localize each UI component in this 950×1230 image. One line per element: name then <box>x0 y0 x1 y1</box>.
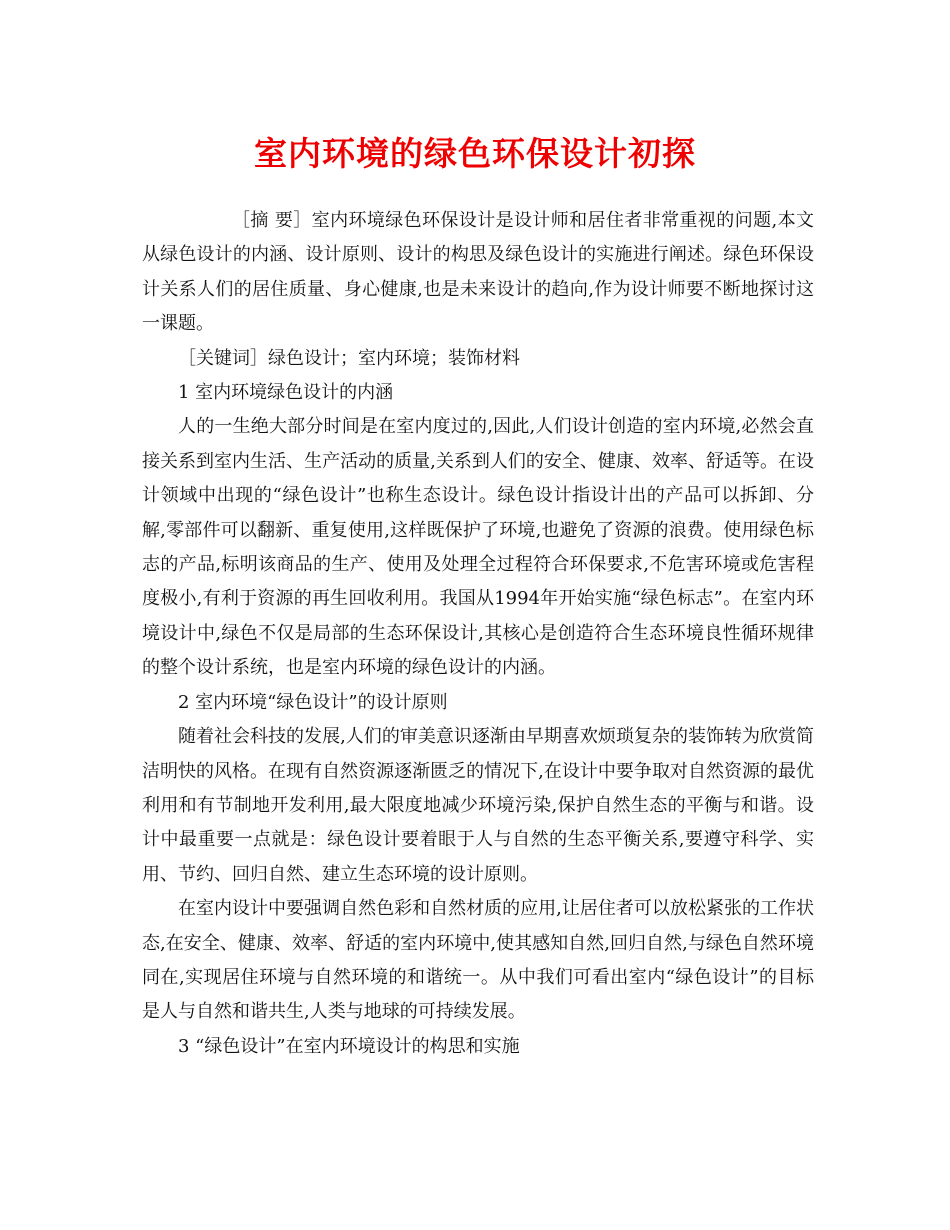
document-title: 室内环境的绿色环保设计初探 <box>254 134 696 173</box>
keywords-paragraph: ［关键词］绿色设计；室内环境；装饰材料 <box>178 347 520 369</box>
section-heading-2: 2 室内环境“绿色设计”的设计原则 <box>178 691 448 713</box>
section-heading-3: 3 “绿色设计”在室内环境设计的构思和实施 <box>178 1035 520 1057</box>
section-heading-1: 1 室内环境绿色设计的内涵 <box>178 382 394 404</box>
section-2-paragraph-2: 在室内设计中要强调自然色彩和自然材质的应用,让居住者可以放松紧张的工作状态,在安全、健康、效率、舒适的室内环境中,使其感知自然,回归自然,与绿色自然环境同在,实现居住环境与自然环境的和谐统一。从中我们可看出室内“绿色设计”的目标是人与自然和谐共生,人类与地球的可持续发展。 <box>142 898 814 1023</box>
section-2-paragraph-1: 随着社会科技的发展,人们的审美意识逐渐由早期喜欢烦琐复杂的装饰转为欣赏简洁明快的风格。在现有自然资源逐渐匮乏的情况下,在设计中要争取对自然资源的最优利用和有节制地开发利用,最大限度地减少环境污染,保护自然生态的平衡与和谐。设计中最重要一点就是：绿色设计要着眼于人与自然的生态平衡关系,要遵守科学、实用、节约、回归自然、建立生态环境的设计原则。 <box>142 726 814 885</box>
section-1-paragraph-1: 人的一生绝大部分时间是在室内度过的,因此,人们设计创造的室内环境,必然会直接关系到室内生活、生产活动的质量,关系到人们的安全、健康、效率、舒适等。在设计领域中出现的“绿色设计”也称生态设计。绿色设计指设计出的产品可以拆卸、分解,零部件可以翻新、重复使用,这样既保护了环境,也避免了资源的浪费。使用绿色标志的产品,标明该商品的生产、使用及处理全过程符合环保要求,不危害环境或危害程度极小,有利于资源的再生回收利用。我国从1994年开始实施“绿色标志”。在室内环境设计中,绿色不仅是局部的生态环保设计,其核心是创造符合生态环境良性循环规律的整个设计系统，也是室内环境的绿色设计的内涵。 <box>142 416 814 679</box>
document-body <box>142 204 814 1064</box>
abstract-paragraph: ［摘 要］室内环境绿色环保设计是设计师和居住者非常重视的问题,本文从绿色设计的内涵、设计原则、设计的构思及绿色设计的实施进行阐述。绿色环保设计关系人们的居住质量、身心健康,也是未来设计的趋向,作为设计师要不断地探讨这一课题。 <box>142 210 814 335</box>
